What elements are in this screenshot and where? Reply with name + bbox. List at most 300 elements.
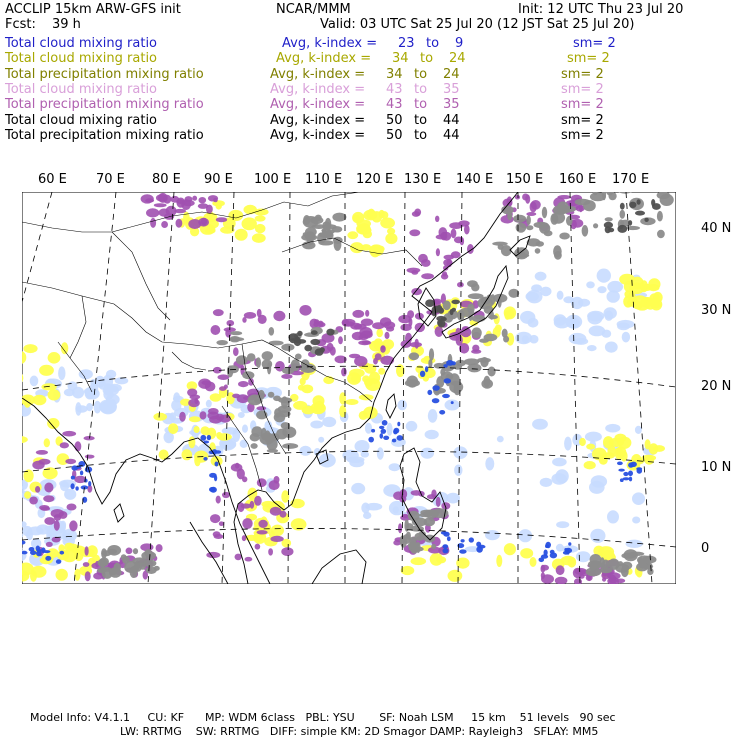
field-cell [441,274,448,280]
field-cell [69,520,77,531]
field-cell [421,273,434,279]
field-cell [39,459,51,465]
field-cell [361,331,373,339]
field-cell [553,245,562,257]
field-cell [425,299,435,307]
legend-to: to [414,81,428,97]
field-cell [242,371,254,379]
field-cell [567,318,574,326]
field-cell [267,449,278,453]
field-cell [443,548,449,553]
forecast-label: Fcst: [5,17,36,32]
valid-time: Valid: 03 UTC Sat 25 Jul 20 (12 JST Sat 25 Jul 20) [320,17,635,32]
field-cell [85,455,95,459]
field-cell [472,345,479,352]
field-cell [605,217,613,221]
field-cell [468,293,484,299]
field-cell [211,325,221,335]
field-cell [323,376,334,384]
field-cell [421,448,434,459]
field-cell [303,215,310,225]
field-cell [421,259,431,267]
field-cell [622,332,630,343]
field-cell [592,561,602,568]
field-cell [415,339,419,349]
legend-k2: 35 [443,97,460,113]
field-cell [633,295,647,305]
field-cell [257,478,267,487]
field-cell [635,211,645,216]
field-cell [456,360,466,367]
legend-k1: 50 [386,112,403,128]
field-cell [74,569,80,581]
field-cell [365,378,381,391]
field-cell [607,510,619,523]
field-cell [471,327,481,338]
legend-k2: 24 [443,66,460,82]
field-cell [29,497,38,505]
field-cell [412,543,419,547]
field-cell [293,401,307,410]
field-cell [556,521,569,528]
field-cell [80,471,83,476]
init-time: Init: 12 UTC Thu 23 Jul 20 [518,2,684,17]
field-cell [218,374,230,380]
field-cell [282,443,298,449]
field-cell [281,547,293,556]
field-cell [338,336,343,344]
field-cell [332,213,346,222]
field-cell [444,255,455,260]
legend-name: Total precipitation mixing ratio [5,97,204,113]
field-cell [214,475,217,481]
longitude-label: 160 E [559,172,597,187]
legend-k2: 44 [443,112,460,128]
field-cell [457,282,464,287]
longitude-label: 100 E [254,172,292,187]
legend-to: to [414,66,428,82]
field-cell [67,381,77,390]
field-cell [504,543,516,555]
field-cell [36,551,42,557]
field-cell [219,415,231,423]
field-cell [578,299,590,307]
field-cell [273,311,285,321]
field-cell [261,428,267,440]
field-cell [443,364,447,368]
field-cell [203,457,207,461]
field-cell [126,548,133,555]
field-cell [607,290,620,302]
field-cell [85,571,91,581]
field-cell [216,432,222,439]
field-cell [176,198,185,208]
legend-to: to [414,97,428,113]
field-cell [644,456,654,465]
field-cell [488,367,496,377]
field-cell [623,472,628,476]
field-cell [526,225,533,230]
legend-avg: Avg, k-index = [276,51,372,67]
field-cell [435,216,439,222]
field-cell [83,562,90,567]
field-cell [575,199,591,206]
field-cell [318,437,324,443]
field-cell [640,280,648,292]
field-cell [347,231,358,239]
field-cell [469,537,474,542]
field-cell [207,435,211,440]
field-cell [318,240,333,245]
field-cell [442,394,450,398]
field-cell [61,342,68,354]
field-cell [251,443,258,449]
field-cell [534,222,549,228]
model-info-line2: LW: RRTMG SW: RRTMG DIFF: simple KM: 2D Smagor DAMP: Rayleigh3 SFLAY: MM5 [120,725,599,738]
legend-to: to [414,112,428,128]
field-cell [541,565,549,571]
field-cell [210,487,217,493]
field-cell [75,402,81,416]
legend-name: Total precipitation mixing ratio [5,66,204,82]
field-cell [311,330,318,335]
field-cell [109,567,122,578]
field-cell [281,344,294,351]
field-cell [210,393,222,402]
field-cell [298,385,305,391]
field-cell [345,399,358,405]
field-cell [568,542,571,545]
field-cell [495,325,502,333]
run-title: ACCLIP 15km ARW-GFS init [5,2,181,17]
field-cell [604,222,613,229]
field-cell [620,478,624,482]
field-cell [432,398,440,403]
field-cell [365,310,369,317]
field-cell [264,421,272,431]
field-cell [230,331,242,335]
field-cell [192,196,197,201]
field-cell [385,332,390,339]
field-cell [400,324,411,331]
field-cell [467,363,481,372]
field-cell [443,532,449,537]
field-cell [179,412,186,422]
field-cell [519,529,533,542]
field-cell [620,210,626,219]
field-cell [471,283,479,291]
field-cell [380,433,384,438]
field-cell [71,476,75,480]
field-cell [496,555,502,567]
legend-to: to [426,36,440,51]
field-cell [642,556,656,564]
latitude-label: 0 [701,541,710,556]
field-cell [586,567,602,576]
field-cell [43,495,54,502]
field-cell [349,354,360,359]
field-cell [182,449,193,460]
field-cell [233,347,239,356]
legend-k1: 23 [398,36,415,51]
field-cell [559,233,570,240]
field-cell [201,380,211,385]
field-cell [485,530,500,540]
field-cell [79,369,93,379]
field-cell [48,352,61,364]
field-cell [464,225,470,235]
legend-avg: Avg, k-index = [270,127,366,143]
field-cell [632,517,640,524]
field-cell [356,226,371,235]
field-cell [442,232,451,241]
field-cell [355,440,370,452]
field-cell [424,510,439,519]
field-cell [398,523,402,533]
longitude-label: 60 E [38,172,67,187]
field-cell [617,437,631,449]
field-cell [361,503,370,514]
field-cell [150,218,156,228]
field-cell [368,437,374,443]
field-cell [504,311,510,320]
field-cell [258,520,267,528]
field-cell [206,552,220,558]
field-cell [617,462,623,466]
field-cell [183,212,190,224]
legend-sm: sm= 2 [561,66,604,82]
field-cell [644,218,648,222]
field-cell [231,463,243,471]
field-cell [100,560,105,572]
field-cell [459,549,466,553]
field-cell [411,288,422,295]
field-cell [313,395,325,407]
field-cell [258,315,267,324]
field-cell [176,219,183,228]
latitude-label: 30 N [701,303,732,318]
field-cell [397,422,400,427]
legend-k1: 50 [386,127,403,143]
field-cell [216,496,221,504]
field-cell [540,287,551,297]
field-cell [449,222,463,229]
field-cell [429,348,434,360]
field-cell [630,462,637,467]
field-cell [310,339,320,345]
field-cell [299,305,311,316]
field-cell [428,409,438,423]
field-cell [379,426,384,429]
legend-k1: 34 [386,66,403,82]
field-cell [652,203,661,210]
field-cell [216,217,227,222]
field-cell [352,212,364,224]
field-cell [569,333,587,344]
field-cell [200,411,207,419]
field-cell [60,481,69,491]
field-cell [71,483,75,489]
longitude-label: 110 E [305,172,343,187]
field-cell [270,536,283,542]
field-cell [59,511,68,519]
field-cell [392,439,396,443]
field-cell [542,207,547,218]
legend-name: Total cloud mixing ratio [5,51,158,67]
field-cell [255,544,261,550]
field-cell [406,532,411,540]
field-cell [545,544,549,548]
field-cell [29,547,35,552]
field-cell [411,557,427,565]
legend-sm: sm= 2 [561,97,604,113]
field-cell [215,450,221,453]
field-cell [436,556,446,563]
field-cell [647,568,653,575]
field-cell [389,463,401,471]
field-cell [269,480,280,490]
field-cell [141,194,154,203]
field-cell [188,436,195,448]
legend-k1: 43 [386,81,403,97]
field-cell [352,310,364,318]
field-cell [168,423,178,434]
field-cell [242,317,246,323]
field-cell [67,504,77,511]
field-cell [36,450,48,455]
field-cell [161,221,168,228]
field-cell [84,436,95,440]
field-cell [194,455,201,467]
field-cell [213,198,218,203]
center-label: NCAR/MMM [276,2,351,17]
field-cell [405,379,420,387]
field-cell [60,442,69,448]
field-cell [604,307,617,319]
field-cell [556,565,565,575]
field-cell [133,548,138,554]
field-cell [514,247,529,259]
field-cell [219,521,224,526]
field-cell [75,441,82,451]
field-cell [432,385,439,391]
field-cell [427,390,432,395]
field-cell [508,289,519,298]
field-cell [210,514,220,523]
field-cell [261,501,275,508]
field-cell [425,366,428,372]
field-cell [41,383,56,390]
field-cell [632,492,645,505]
field-cell [216,340,228,345]
field-cell [615,447,624,459]
field-cell [476,546,483,552]
field-cell [47,418,59,429]
legend-name: Total cloud mixing ratio [5,112,158,128]
field-cell [651,298,663,310]
field-cell [48,389,61,400]
field-cell [485,457,494,470]
field-cell [255,224,266,233]
field-cell [282,368,294,375]
field-cell [201,426,210,435]
field-cell [593,223,598,228]
legend-k2: 9 [455,36,464,51]
field-cell [587,345,597,351]
field-cell [621,553,636,559]
field-cell [599,457,608,465]
field-cell [201,218,207,226]
field-cell [579,438,586,446]
field-cell [56,559,61,564]
legend-to: to [414,127,428,143]
field-cell [444,378,451,383]
field-cell [103,389,113,400]
field-cell [241,503,252,508]
field-cell [242,217,257,230]
field-cell [248,395,262,406]
field-cell [378,368,385,375]
field-cell [371,429,375,433]
field-cell [589,326,606,337]
field-cell [362,340,370,344]
field-cell [436,497,441,507]
field-cell [199,197,207,203]
field-cell [535,272,547,281]
field-cell [590,529,605,543]
field-cell [300,446,312,456]
field-cell [456,335,463,346]
field-cell [398,315,411,323]
field-cell [530,557,537,567]
field-cell [454,446,468,459]
field-cell [628,220,632,226]
field-cell [377,447,384,459]
field-cell [564,548,567,551]
field-cell [443,301,451,311]
field-cell [99,400,117,414]
legend-avg: Avg, k-index = [282,36,378,51]
field-cell [297,331,303,336]
field-cell [393,429,398,434]
field-cell [365,423,372,434]
field-cell [450,309,454,315]
field-cell [315,348,324,355]
longitude-label: 90 E [204,172,233,187]
latitude-label: 40 N [701,221,732,236]
field-cell [310,421,323,429]
field-cell [254,496,262,506]
longitude-label: 170 E [612,172,650,187]
legend-k2: 44 [443,127,460,143]
field-cell [617,225,627,233]
field-cell [618,469,624,472]
field-cell [214,534,224,539]
field-cell [628,471,633,477]
field-cell [341,368,347,377]
field-cell [268,392,275,398]
field-cell [215,462,219,467]
field-cell [477,358,491,363]
legend-k2: 35 [443,81,460,97]
field-cell [311,224,326,229]
field-cell [242,425,248,433]
field-cell [252,233,266,243]
longitude-label: 140 E [456,172,494,187]
longitude-label: 150 E [506,172,544,187]
field-cell [637,199,641,205]
field-cell [582,225,589,237]
